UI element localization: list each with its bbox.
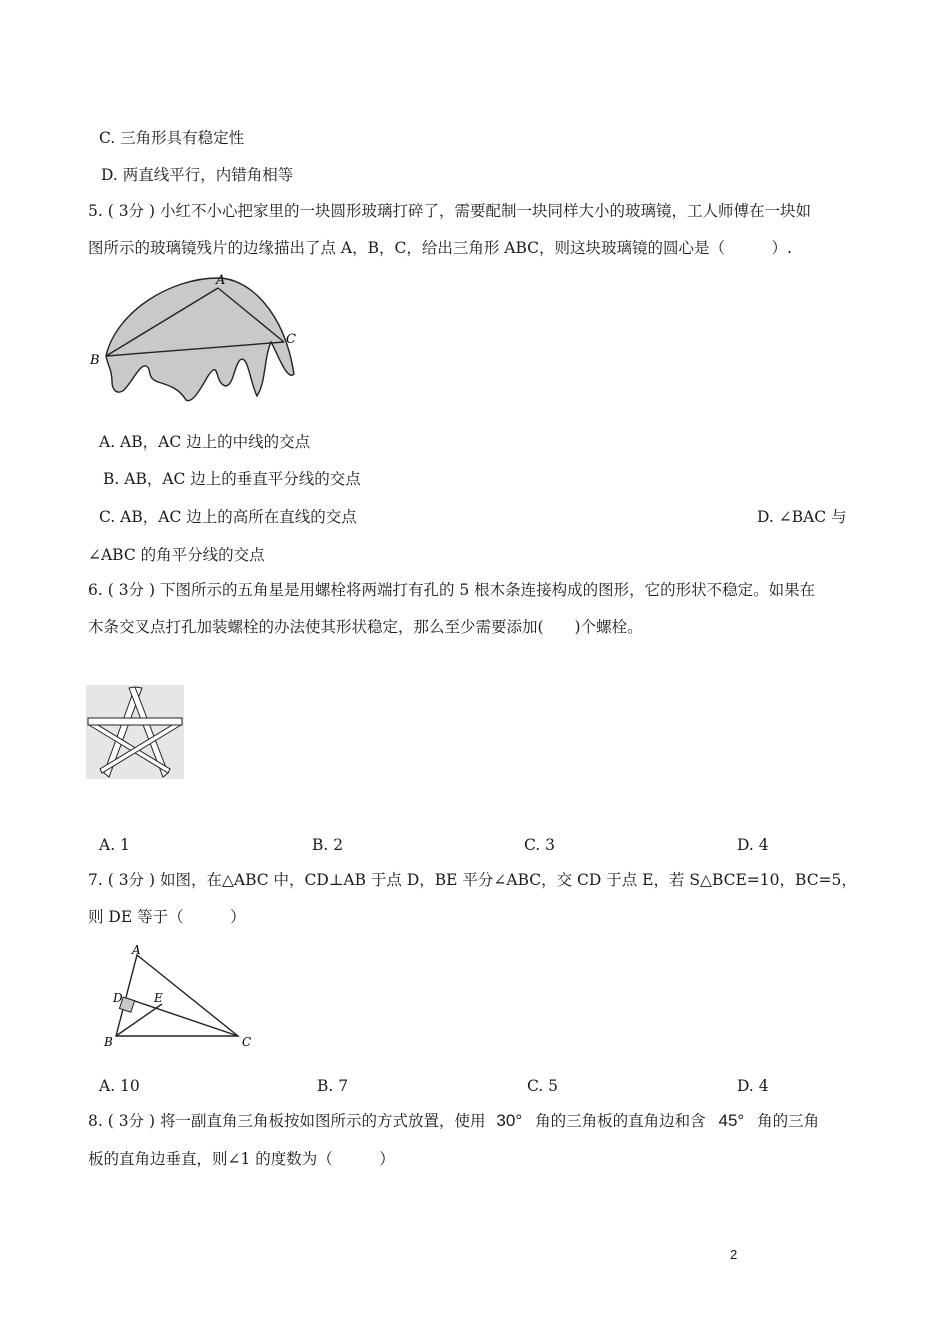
q6-stem-line2: 木条交叉点打孔加装螺栓的办法使其形状稳定，那么至少需要添加( )个螺栓。 [88,618,643,636]
q7-label-e: E [154,991,163,1005]
q7-label-c: C [242,1035,252,1049]
q8-stem-line1 [88,1111,819,1131]
q5-stem-line2: 图所示的玻璃镜残片的边缘描出了点 A，B，C，给出三角形 ABC，则这块玻璃镜的圆心是（ ）. [88,239,792,257]
q7-triangle-figure [100,940,260,1050]
q6-option-d: D. 4 [737,836,769,854]
q6-star-figure [86,685,186,781]
q6-option-b: B. 2 [312,836,344,854]
q7-option-c: C. 5 [527,1077,559,1095]
q7-stem-line2: 则 DE 等于（ ） [88,908,246,926]
q8-stem-part2: 角的三角板的直角边和含 [535,1112,706,1130]
q4-option-d: D. 两直线平行，内错角相等 [101,166,294,184]
q7-label-b: B [104,1035,113,1049]
q8-angle-45: 45° [718,1111,745,1130]
q5-option-d-part2: ∠ABC 的角平分线的交点 [88,546,265,564]
q6-option-a: A. 1 [99,836,130,854]
q8-stem-line2: 板的直角边垂直，则∠1 的度数为（ ） [88,1150,395,1168]
q5-label-a: A [216,273,226,288]
q8-stem-part1: 8. ( 3分 ) 将一副直角三角板按如图所示的方式放置，使用 [88,1112,486,1130]
q7-stem-line1: 7. ( 3分 ) 如图，在△ABC 中，CD⊥AB 于点 D，BE 平分∠ABC，交 CD 于点 E，若 S△BCE=10，BC=5， [88,871,857,889]
q5-option-b: B. AB，AC 边上的垂直平分线的交点 [103,470,361,488]
q4-option-c: C. 三角形具有稳定性 [99,129,245,147]
q5-broken-glass-figure [88,270,304,412]
q7-option-b: B. 7 [317,1077,349,1095]
q7-label-d: D [113,991,123,1005]
q5-label-b: B [90,353,100,368]
q5-stem-line1: 5. ( 3分 ) 小红不小心把家里的一块圆形玻璃打碎了，需要配制一块同样大小的玻璃镜，工人师傅在一块如 [88,202,811,220]
q7-option-d: D. 4 [737,1077,769,1095]
q8-angle-30: 30° [496,1111,523,1130]
q8-stem-part3: 角的三角 [757,1112,820,1130]
star-bar-5 [88,718,182,725]
q5-option-a: A. AB，AC 边上的中线的交点 [99,433,311,451]
q6-option-c: C. 3 [524,836,556,854]
q5-option-c: C. AB，AC 边上的高所在直线的交点 [99,508,357,526]
q6-stem-line1: 6. ( 3分 ) 下图所示的五角星是用螺栓将两端打有孔的 5 根木条连接构成的图形，它的形状不稳定。如果在 [88,581,816,599]
q7-label-a: A [132,943,141,957]
page-number: 2 [730,1247,738,1262]
q5-option-d-part1: D. ∠BAC 与 [757,508,847,526]
q7-option-a: A. 10 [99,1077,140,1095]
q5-label-c: C [286,332,296,347]
